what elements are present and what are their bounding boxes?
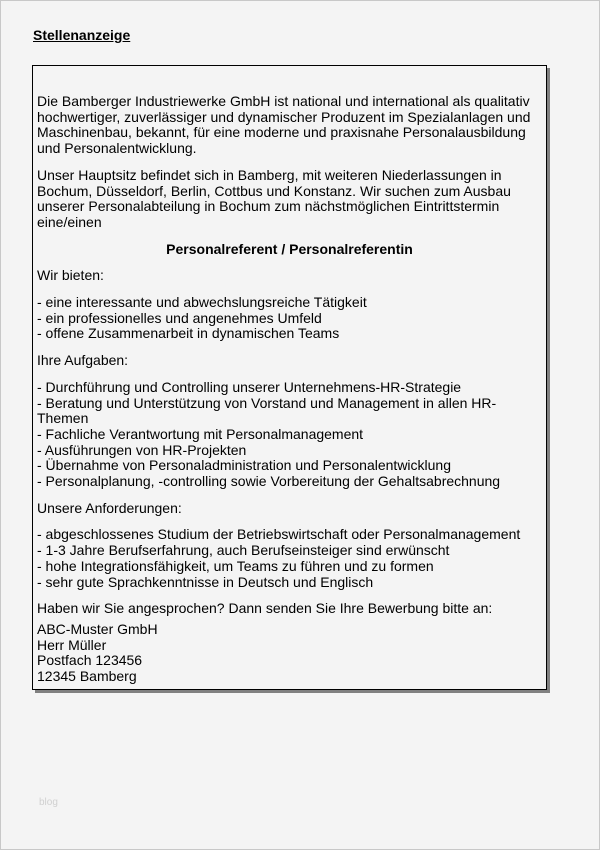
- job-ad-box: [32, 65, 547, 690]
- list-item: - Beratung und Unterstützung von Vorstand und Management in allen HR-Themen: [37, 394, 497, 427]
- address-line: Herr Müller: [37, 636, 107, 653]
- offer-list: [37, 295, 542, 342]
- requirements-heading: Unsere Anforderungen:: [37, 499, 182, 516]
- offer-heading: Wir bieten:: [37, 267, 104, 284]
- document-title: Stellenanzeige: [33, 27, 131, 43]
- address-line: 12345 Bamberg: [37, 668, 137, 685]
- list-item: - Durchführung und Controlling unserer Unternehmens-HR-Strategie: [37, 378, 462, 395]
- list-item: - sehr gute Sprachkenntnisse in Deutsch und Englisch: [37, 573, 374, 590]
- list-item: - 1-3 Jahre Berufserfahrung, auch Berufseinsteiger sind erwünscht: [37, 542, 450, 559]
- requirements-list: [37, 527, 542, 590]
- address-line: Postfach 123456: [37, 652, 143, 669]
- list-item: - hohe Integrationsfähigkeit, um Teams zu führen und zu formen: [37, 557, 434, 574]
- list-item: - Übernahme von Personaladministration und Personalentwicklung: [37, 457, 452, 474]
- watermark: blog: [39, 797, 58, 808]
- list-item: - offene Zusammenarbeit in dynamischen Teams: [37, 325, 340, 342]
- tasks-heading: Ihre Aufgaben:: [37, 352, 129, 369]
- list-item: - Personalplanung, -controlling sowie Vorbereitung der Gehaltsabrechnung: [37, 473, 501, 490]
- list-item: - ein professionelles und angenehmes Umfeld: [37, 309, 322, 326]
- list-item: - Fachliche Verantwortung mit Personalmanagement: [37, 425, 364, 442]
- tasks-list: [37, 380, 542, 490]
- list-item: - Ausführungen von HR-Projekten: [37, 441, 247, 458]
- list-item: - eine interessante und abwechslungsreiche Tätigkeit: [37, 294, 367, 311]
- intro-paragraph: Die Bamberger Industriewerke GmbH ist national und international als qualitativ hochwertiger, zuverlässiger und dynamischer Produzent im Spezialanlagen und Maschinenbau, bekannt, für eine moderne und praxisnahe Personalausbildung und Personalentwicklung.: [37, 93, 531, 157]
- address-line: ABC-Muster GmbH: [37, 620, 158, 637]
- location-paragraph: Unser Hauptsitz befindet sich in Bamberg, mit weiteren Niederlassungen in Bochum, Düsseldorf, Berlin, Cottbus und Konstanz. Wir suchen zum Ausbau unserer Personalabteilung in Bochum zum nächstmöglichen Eintrittstermin eine/einen: [37, 166, 511, 230]
- closing-paragraph: Haben wir Sie angesprochen? Dann senden Sie Ihre Bewerbung bitte an:: [37, 600, 493, 617]
- position-heading: Personalreferent / Personalreferentin: [166, 240, 413, 257]
- list-item: - abgeschlossenes Studium der Betriebswirtschaft oder Personalmanagement: [37, 526, 521, 543]
- address-block: [37, 622, 542, 685]
